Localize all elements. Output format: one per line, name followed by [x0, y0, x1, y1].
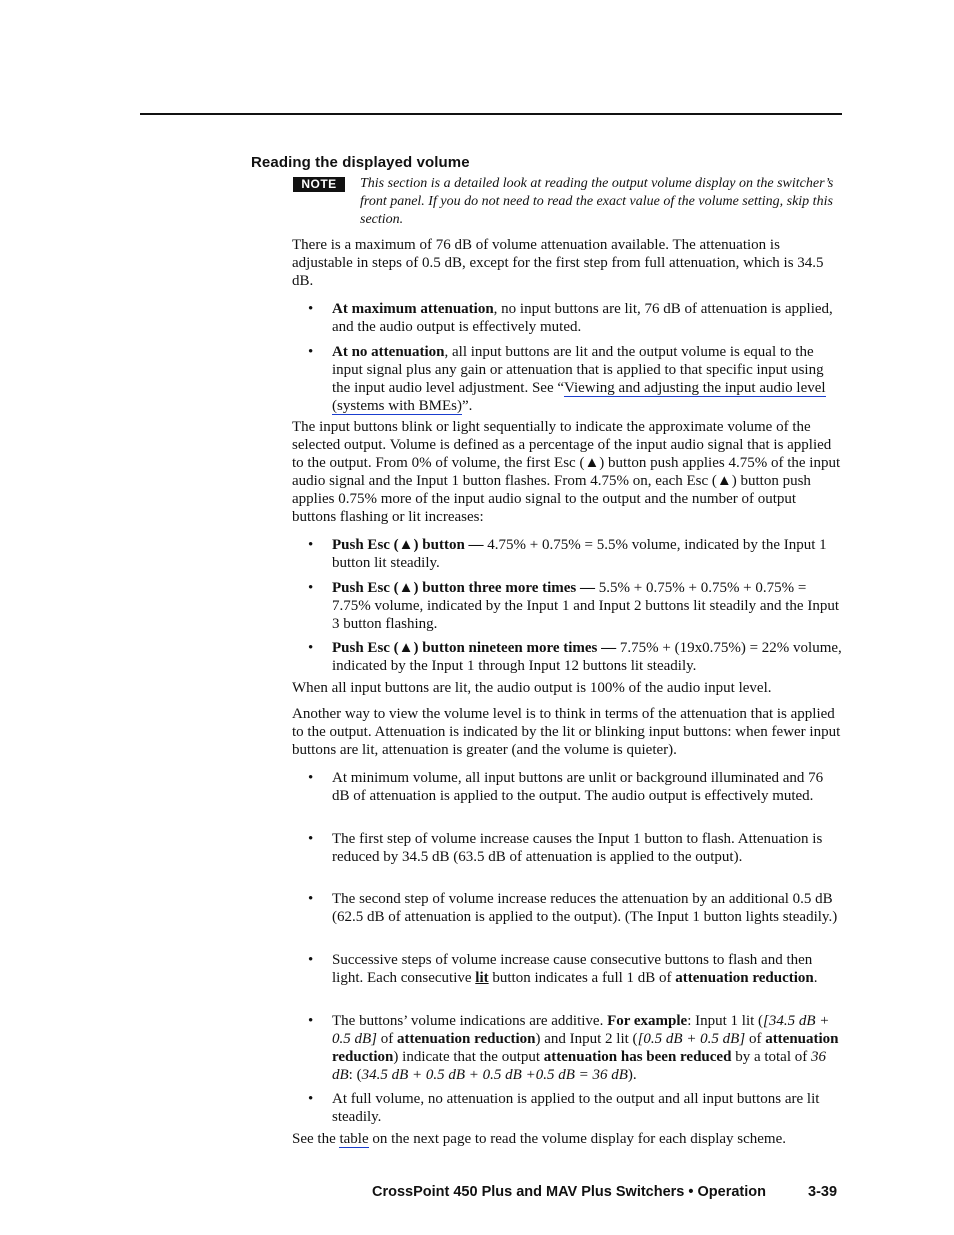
- list-item-text: At full volume, no attenuation is applied to the output and all input buttons are lit steadily.: [332, 1091, 820, 1125]
- paragraph-attenuation-max: There is a maximum of 76 dB of volume attenuation available. The attenuation is adjustable in steps of 0.5 dB, except for the first step from full attenuation, which is 34.5 dB.: [292, 237, 824, 289]
- input-audio-level-link[interactable]: Viewing and adjusting the input audio level (systems with BMEs): [332, 380, 826, 414]
- bullet-dot: •: [308, 640, 314, 656]
- paragraph-see-table: See the table on the next page to read the volume display for each display scheme.: [292, 1131, 787, 1147]
- bullet-dot: •: [308, 891, 314, 907]
- list-item-text: Successive steps of volume increase cause consecutive buttons to flash and then light. Each consecutive lit button indicates a full 1 dB of attenuation reduction.: [332, 952, 818, 986]
- bullet-dot: •: [308, 1091, 314, 1107]
- list-item-text: The buttons’ volume indications are additive. For example: Input 1 lit ([34.5 dB + 0.5 dB] of attenuation reduction) and Input 2 lit ([0.5 dB + 0.5 dB] of attenuation reduction) indicate that the output attenuation has been reduced by a total of 36 dB: (34.5 dB + 0.5 dB + 0.5 dB +0.5 dB = 36 dB).: [332, 1013, 839, 1083]
- list-item-text: Push Esc (▲) button nineteen more times — 7.75% + (19x0.75%) = 22% volume, indicated by the Input 1 through Input 12 buttons lit steadily.: [332, 640, 842, 674]
- list-item-text: The second step of volume increase reduces the attenuation by an additional 0.5 dB (62.5 dB of attenuation is applied to the output). (The Input 1 button lights steadily.): [332, 891, 838, 925]
- bullet-dot: •: [308, 770, 314, 786]
- footer-title: CrossPoint 450 Plus and MAV Plus Switchers • Operation: [372, 1184, 766, 1200]
- note-text: This section is a detailed look at reading the output volume display on the switcher’s front panel. If you do not need to read the exact value of the volume setting, skip this section.: [360, 176, 834, 227]
- bullet-dot: •: [308, 344, 314, 360]
- header-rule: [140, 113, 842, 115]
- bullet-dot: •: [308, 301, 314, 317]
- list-item-text: At no attenuation, all input buttons are lit and the output volume is equal to the input signal plus any gain or attenuation that is applied to that specific input using the input audio level adjustment. See “Viewing and adjusting the input audio level (systems with BMEs)”.: [332, 344, 826, 414]
- list-item-text: At minimum volume, all input buttons are unlit or background illuminated and 76 dB of attenuation is applied to the output. The audio output is effectively muted.: [332, 770, 824, 804]
- list-item-text: Push Esc (▲) button three more times — 5.5% + 0.75% + 0.75% + 0.75% = 7.75% volume, indicated by the Input 1 and Input 2 buttons lit steadily and the Input 3 button flashing.: [332, 580, 839, 632]
- paragraph-attenuation-view: Another way to view the volume level is to think in terms of the attenuation that is applied to the output. Attenuation is indicated by the lit or blinking input buttons: when fewer input buttons are lit, attenuation is greater (and the volume is quieter).: [292, 706, 841, 758]
- list-item-text: At maximum attenuation, no input buttons are lit, 76 dB of attenuation is applied, and the audio output is effectively muted.: [332, 301, 833, 335]
- bullet-dot: •: [308, 831, 314, 847]
- bullet-dot: •: [308, 537, 314, 553]
- page-number: 3-39: [808, 1184, 838, 1200]
- paragraph-full-output: When all input buttons are lit, the audio output is 100% of the audio input level.: [292, 680, 772, 696]
- section-heading: Reading the displayed volume: [251, 154, 470, 171]
- paragraph-volume-definition: The input buttons blink or light sequentially to indicate the approximate volume of the selected output. Volume is defined as a percentage of the input audio signal that is applied to the output. From 0% of volume, the first Esc (▲) button push applies 4.75% of the input audio signal and the Input 1 button flashes. From 4.75% on, each Esc (▲) button push applies 0.75% more of the input audio signal to the output and the number of output buttons flashing or lit increases:: [292, 419, 841, 525]
- bullet-dot: •: [308, 580, 314, 596]
- list-item-text: The first step of volume increase causes the Input 1 button to flash. Attenuation is reduced by 34.5 dB (63.5 dB of attenuation is applied to the output).: [332, 831, 823, 865]
- list-item-text: Push Esc (▲) button — 4.75% + 0.75% = 5.5% volume, indicated by the Input 1 button lit steadily.: [332, 537, 827, 571]
- note-badge: NOTE: [293, 177, 345, 192]
- bullet-dot: •: [308, 952, 314, 968]
- table-link[interactable]: table: [339, 1131, 369, 1147]
- bullet-dot: •: [308, 1013, 314, 1029]
